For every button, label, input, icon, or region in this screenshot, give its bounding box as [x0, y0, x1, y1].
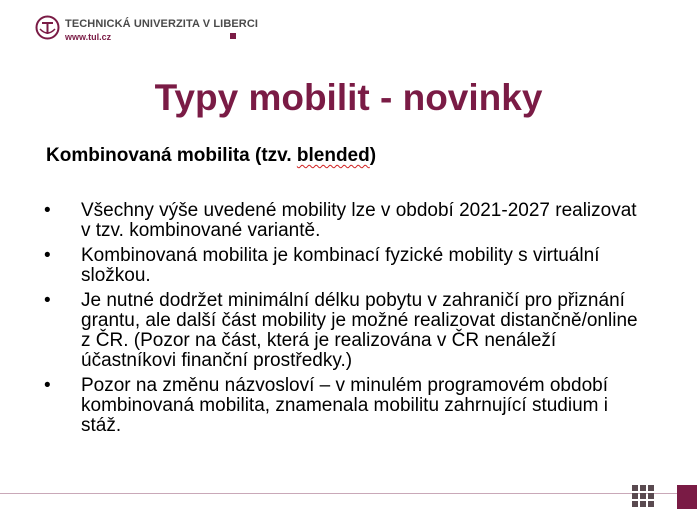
slide-subtitle: [46, 144, 376, 168]
university-name: TECHNICKÁ UNIVERZITA V LIBERCI: [65, 18, 259, 30]
bullet-list: [44, 201, 644, 441]
tul-logo-icon: [35, 15, 60, 40]
grid-icon: [632, 485, 656, 509]
bullet-item-1: [44, 201, 644, 241]
bullet-item-2: [44, 246, 644, 286]
bullet-dot-icon: •: [44, 375, 51, 396]
slide-title: Typy mobilit - novinky: [154, 77, 543, 118]
bullet-text-4: Pozor na změnu názvosloví – v minulém programovém období kombinovaná mobilita, znamenala mobilitu zahrnující studium i stáž.: [81, 375, 608, 436]
footer-divider: [0, 493, 697, 494]
subtitle-suffix: ): [369, 145, 377, 166]
bullet-item-4: [44, 376, 644, 436]
bullet-text-1: Všechny výše uvedené mobility lze v období 2021-2027 realizovat v tzv. kombinované variantě.: [81, 200, 637, 241]
footer-accent-square: [677, 485, 697, 509]
bullet-dot-icon: •: [44, 200, 51, 221]
subtitle-prefix: Kombinovaná mobilita (tzv.: [46, 145, 297, 166]
bullet-dot-icon: •: [44, 290, 51, 311]
university-url[interactable]: www.tul.cz: [65, 32, 112, 42]
bullet-text-2: Kombinovaná mobilita je kombinací fyzické mobility s virtuální složkou.: [81, 245, 600, 286]
bullet-text-3: Je nutné dodržet minimální délku pobytu v zahraničí pro přiznání grantu, ale další část mobility je možné realizovat distančně/online z ČR. (Pozor na část, která je realizována v ČR nenáleží účastníkovi finanční prostředky.): [81, 290, 638, 371]
university-logo: [35, 15, 259, 45]
bullet-item-3: [44, 291, 644, 371]
bullet-dot-icon: •: [44, 245, 51, 266]
logo-accent-square: [230, 33, 236, 39]
subtitle-highlight: blended: [296, 145, 370, 166]
